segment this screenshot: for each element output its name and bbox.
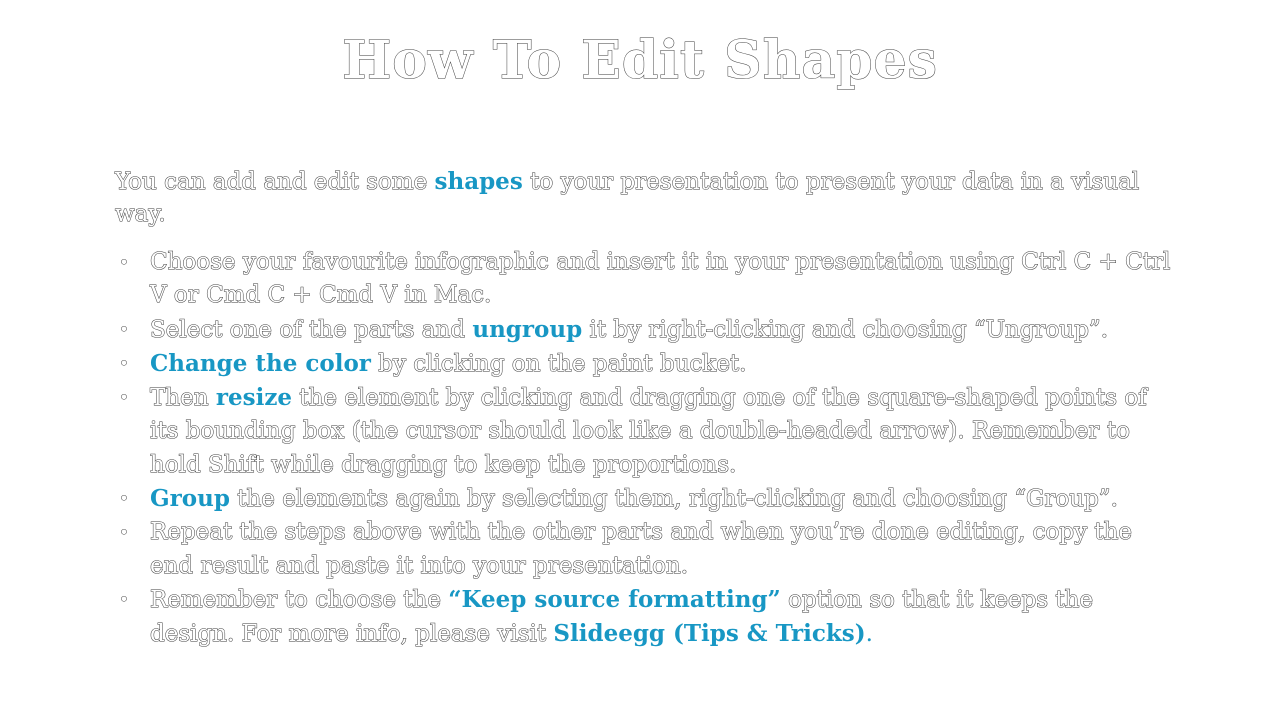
intro-text-after: to your presentation to present your data in a visual way. bbox=[115, 169, 1140, 227]
bullet-icon: • bbox=[119, 523, 129, 543]
steps-list bbox=[115, 246, 1180, 652]
step-text: the elements again by selecting them, right-clicking and choosing “Group”. bbox=[229, 486, 1118, 513]
intro-paragraph bbox=[115, 166, 1195, 230]
list-item bbox=[115, 482, 1180, 516]
list-item bbox=[115, 583, 1180, 652]
step-highlight: ungroup bbox=[472, 315, 583, 343]
step-text: Then bbox=[150, 385, 216, 412]
slide-title: How To Edit Shapes bbox=[342, 30, 938, 91]
bullet-icon: • bbox=[119, 489, 129, 509]
step-text: the element by clicking and dragging one of the square-shaped points of its bounding box (the cursor should look like a double-headed arrow). Remember to hold Shift while dragging to keep the proportions. bbox=[150, 385, 1147, 478]
bullet-icon: • bbox=[119, 353, 129, 373]
slideegg-tips-link[interactable]: Slideegg (Tips & Tricks) bbox=[553, 620, 866, 648]
list-item bbox=[115, 246, 1180, 313]
list-item bbox=[115, 381, 1180, 482]
step-highlight: Change the color bbox=[150, 349, 371, 377]
step-highlight: “Keep source formatting” bbox=[448, 585, 781, 613]
bullet-icon: • bbox=[119, 253, 129, 272]
step-text: Choose your favourite infographic and insert it in your presentation using Ctrl C + Ctrl V or Cmd C + Cmd V in Mac. bbox=[150, 249, 1171, 309]
step-text: Repeat the steps above with the other parts and when you’re done editing, copy the end result and paste it into your presentation. bbox=[150, 519, 1133, 579]
list-item bbox=[115, 516, 1180, 583]
intro-text-before: You can add and edit some bbox=[115, 169, 435, 195]
bullet-icon: • bbox=[119, 319, 129, 339]
step-end-period: . bbox=[865, 621, 873, 648]
bullet-icon: • bbox=[119, 589, 129, 609]
list-item bbox=[115, 347, 1180, 381]
step-text: by clicking on the paint bucket. bbox=[370, 350, 747, 377]
intro-highlight-shapes: shapes bbox=[434, 168, 523, 195]
step-highlight: resize bbox=[215, 384, 293, 412]
bullet-icon: • bbox=[119, 388, 129, 408]
step-highlight: Group bbox=[150, 485, 230, 513]
step-text: Select one of the parts and bbox=[150, 316, 473, 343]
step-text: Remember to choose the bbox=[150, 586, 449, 613]
step-text: it by right-clicking and choosing “Ungroup”. bbox=[582, 316, 1109, 343]
step-text: option so that it keeps the design. For more info, please visit bbox=[150, 586, 1094, 648]
list-item bbox=[115, 313, 1180, 347]
